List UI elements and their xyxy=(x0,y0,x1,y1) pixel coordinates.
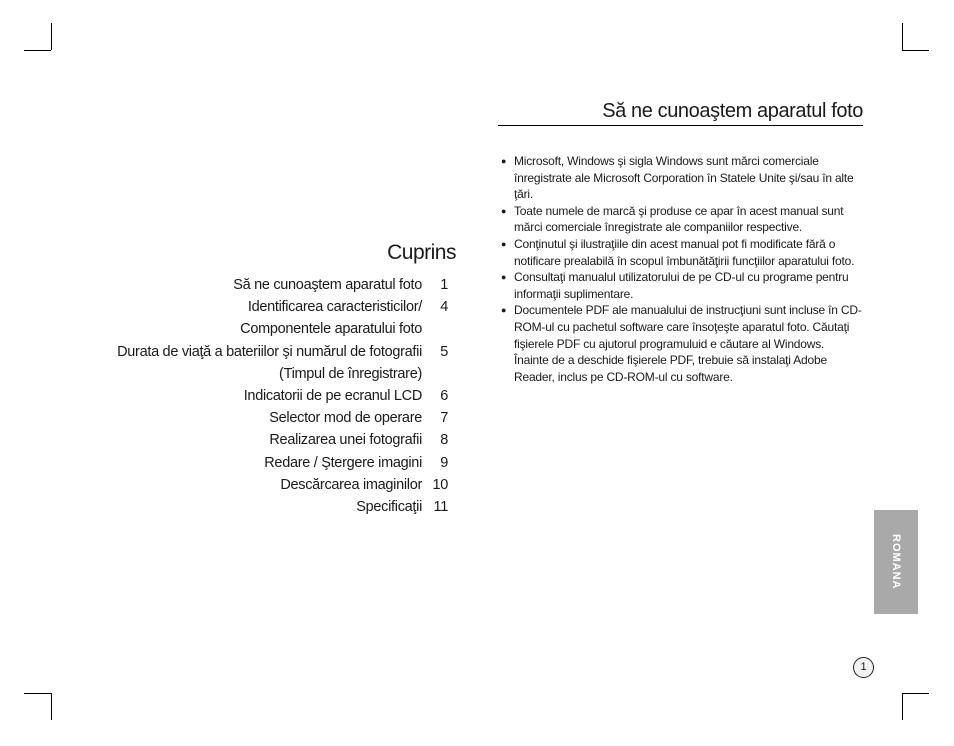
toc-entry[interactable] xyxy=(100,496,448,518)
notice-list xyxy=(498,153,866,385)
toc-entry-page: 5 xyxy=(440,343,448,360)
toc-entry-text: Redare / Ştergere imagini xyxy=(264,454,422,471)
toc-entry[interactable] xyxy=(100,429,448,451)
toc-entry-page: 6 xyxy=(440,387,448,404)
toc-entry-text: Componentele aparatului foto xyxy=(240,321,422,338)
language-tab xyxy=(874,510,918,614)
toc-entry-text: Identificarea caracteristicilor/ xyxy=(247,299,422,316)
list-item-text: Conţinutul şi ilustraţiile din acest manual pot fi modificate fără o notificare prealabilă în scopul îmbunătăţirii funcţiilor aparatului foto. xyxy=(514,236,855,268)
toc-entry[interactable] xyxy=(100,318,448,340)
list-item-text: Toate numele de marcă şi produse ce apar în acest manual sunt mărci comerciale înregistrate ale companiilor respective. xyxy=(514,203,844,235)
toc-entry[interactable] xyxy=(100,452,448,474)
toc-entry-page: 7 xyxy=(440,410,448,427)
crop-mark xyxy=(902,50,929,51)
toc-entry[interactable] xyxy=(100,363,448,385)
bullet-icon: ● xyxy=(501,305,507,316)
crop-mark xyxy=(51,23,52,50)
toc-entry-text: Indicatorii de pe ecranul LCD xyxy=(243,387,422,404)
crop-mark xyxy=(51,693,52,720)
bullet-icon: ● xyxy=(501,156,507,166)
bullet-icon: ● xyxy=(501,205,507,216)
toc-entry[interactable] xyxy=(100,341,448,363)
list-item xyxy=(498,269,866,302)
toc-entry[interactable] xyxy=(100,274,448,296)
page-number: 1 xyxy=(853,657,874,678)
toc-entry-page: 11 xyxy=(433,498,448,515)
toc-entry-text: Specificaţii xyxy=(356,498,422,515)
section-title: Să ne cunoaştem aparatul foto xyxy=(602,100,863,122)
toc-entry-text: Descărcarea imaginilor xyxy=(280,476,422,493)
list-item xyxy=(498,236,866,269)
bullet-icon: ● xyxy=(501,238,507,249)
toc-entry-text: (Timpul de înregistrare) xyxy=(279,365,422,382)
toc-entry[interactable] xyxy=(100,296,448,318)
title-underline xyxy=(498,125,863,126)
bullet-icon: ● xyxy=(501,272,507,283)
toc-entry-text: Să ne cunoaştem aparatul foto xyxy=(233,277,422,293)
language-label: ROMANA xyxy=(890,534,902,590)
toc-entry-page: 10 xyxy=(432,476,448,493)
toc-entry[interactable] xyxy=(100,407,448,429)
crop-mark xyxy=(902,693,929,694)
toc-entry-text: Realizarea unei fotografii xyxy=(269,432,422,449)
toc-entry-page: 8 xyxy=(440,432,448,449)
toc-entry-text: Durata de viaţă a bateriilor şi numărul de fotografii xyxy=(117,343,422,360)
toc-title: Cuprins xyxy=(387,241,456,264)
crop-mark xyxy=(24,693,51,694)
list-item xyxy=(498,302,866,385)
crop-mark xyxy=(902,23,903,50)
list-item-continuation: Înainte de a deschide fişierele PDF, trebuie să instalaţi Adobe Reader, inclus pe CD-ROM-ul cu software. xyxy=(514,353,827,384)
crop-mark xyxy=(902,693,903,720)
toc-entry-page: 4 xyxy=(440,299,448,316)
toc-entry[interactable] xyxy=(100,474,448,496)
list-item xyxy=(498,203,866,236)
list-item xyxy=(498,153,866,203)
table-of-contents xyxy=(100,274,448,518)
list-item-text: Microsoft, Windows şi sigla Windows sunt mărci comerciale înregistrate ale Microsoft Corporation în Statele Unite şi/sau în alte ţări. xyxy=(514,154,854,202)
list-item-text: Consultaţi manualul utilizatorului de pe CD-ul cu programe pentru informaţii suplimentare. xyxy=(514,270,849,301)
toc-entry-page: 1 xyxy=(440,277,448,293)
list-item-text: Documentele PDF ale manualului de instrucţiuni sunt incluse în CD-ROM-ul cu pachetul software care însoţeşte aparatul foto. Căutaţi fişierele PDF cu ajutorul programuluid e căutare al Windows. xyxy=(514,303,862,351)
toc-entry-page: 9 xyxy=(440,454,448,471)
toc-entry[interactable] xyxy=(100,385,448,407)
toc-entry-text: Selector mod de operare xyxy=(269,410,422,427)
crop-mark xyxy=(24,50,51,51)
